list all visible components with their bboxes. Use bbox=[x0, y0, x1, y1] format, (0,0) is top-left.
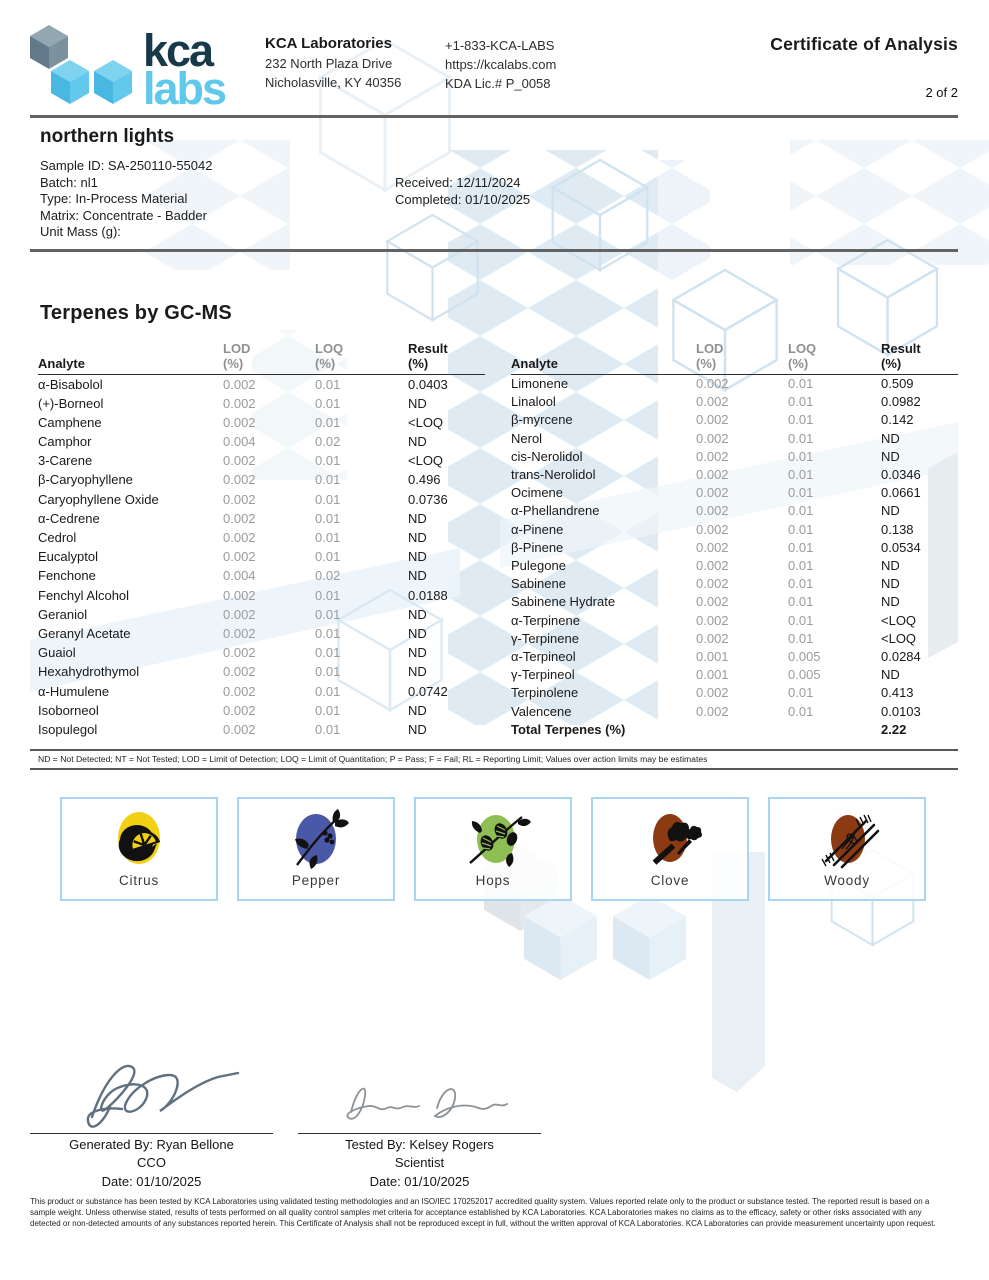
analyte-cell: α-Terpinene bbox=[511, 612, 580, 628]
analyte-cell: Caryophyllene Oxide bbox=[38, 491, 159, 507]
sample-id: Sample ID: SA-250110-55042 bbox=[40, 158, 213, 173]
badge-label: Hops bbox=[475, 872, 511, 888]
lod-cell: 0.002 bbox=[696, 394, 729, 410]
analyte-cell: γ-Terpinene bbox=[511, 630, 579, 646]
analyte-header: Analyte bbox=[511, 341, 696, 375]
loq-cell: 0.01 bbox=[788, 503, 814, 519]
lod-cell: 0.001 bbox=[696, 649, 729, 665]
result-cell: ND bbox=[408, 702, 427, 718]
table-row bbox=[511, 648, 958, 666]
lod-cell: 0.004 bbox=[223, 434, 256, 450]
lod-cell: 0.002 bbox=[696, 485, 729, 501]
loq-cell: 0.01 bbox=[315, 376, 341, 392]
analyte-cell: α-Phellandrene bbox=[511, 503, 600, 519]
lod-cell: 0.002 bbox=[223, 453, 256, 469]
lod-cell: 0.001 bbox=[696, 667, 729, 683]
lod-cell: 0.002 bbox=[696, 703, 729, 719]
analyte-cell: Terpinolene bbox=[511, 685, 579, 701]
table-row bbox=[38, 490, 485, 509]
result-header: Result (%) bbox=[881, 341, 958, 375]
loq-cell: 0.01 bbox=[315, 664, 341, 680]
logo-cube-blue-left bbox=[51, 60, 89, 104]
analyte-cell: α-Cedrene bbox=[38, 510, 100, 526]
sample-type: Type: In-Process Material bbox=[40, 191, 188, 206]
result-cell: ND bbox=[408, 645, 427, 661]
loq-cell: 0.005 bbox=[788, 667, 821, 683]
badge-label: Citrus bbox=[118, 872, 160, 888]
lod-cell: 0.002 bbox=[696, 685, 729, 701]
result-cell: ND bbox=[408, 722, 427, 738]
lod-cell: 0.004 bbox=[223, 568, 256, 584]
table-row bbox=[38, 624, 485, 643]
pepper-icon bbox=[277, 809, 355, 871]
analyte-cell: β-myrcene bbox=[511, 412, 573, 428]
lod-cell: 0.002 bbox=[223, 472, 256, 488]
lod-cell: 0.002 bbox=[223, 587, 256, 603]
badge-woody bbox=[768, 797, 926, 901]
table-row bbox=[38, 394, 485, 413]
table-row bbox=[511, 375, 958, 394]
analyte-cell: Isoborneol bbox=[38, 702, 99, 718]
table-row bbox=[38, 413, 485, 432]
result-cell: <LOQ bbox=[408, 453, 444, 469]
result-cell: ND bbox=[408, 568, 427, 584]
lod-cell: 0.002 bbox=[223, 510, 256, 526]
lod-cell: 0.002 bbox=[223, 606, 256, 622]
table-header-row bbox=[511, 341, 958, 375]
sample-completed: Completed: 01/10/2025 bbox=[395, 191, 531, 207]
loq-cell: 0.01 bbox=[788, 430, 814, 446]
total-terpenes-label: Total Terpenes (%) bbox=[511, 722, 626, 738]
table-row bbox=[511, 466, 958, 484]
lod-cell: 0.002 bbox=[223, 645, 256, 661]
result-cell: ND bbox=[408, 510, 427, 526]
loq-cell: 0.01 bbox=[315, 722, 341, 738]
header bbox=[30, 20, 958, 108]
citrus-icon bbox=[100, 809, 178, 871]
signature-line bbox=[298, 1133, 541, 1134]
loq-cell: 0.01 bbox=[315, 530, 341, 546]
loq-header: LOQ (%) bbox=[315, 341, 408, 375]
wood-icon bbox=[808, 809, 886, 871]
lod-cell: 0.002 bbox=[223, 414, 256, 430]
analyte-cell: Cedrol bbox=[38, 530, 77, 546]
result-cell: ND bbox=[881, 558, 900, 574]
result-cell: ND bbox=[408, 625, 427, 641]
loq-cell: 0.01 bbox=[315, 587, 341, 603]
section-title: Terpenes by GC-MS bbox=[40, 302, 232, 324]
analyte-cell: Valencene bbox=[511, 703, 572, 719]
lod-cell: 0.002 bbox=[696, 376, 729, 391]
signature-section bbox=[30, 1049, 958, 1190]
lod-cell: 0.002 bbox=[696, 630, 729, 646]
loq-cell: 0.005 bbox=[788, 649, 821, 665]
loq-cell: 0.01 bbox=[788, 594, 814, 610]
abbreviation-footnote: ND = Not Detected; NT = Not Tested; LOD = Limit of Detection; LOQ = Limit of Quantitation; P = Pass; F = Fail; RL = Reporting Limit; Values over action limits may be estimates bbox=[38, 753, 708, 764]
lod-header: LOD (%) bbox=[696, 341, 788, 375]
sample-name: northern lights bbox=[40, 126, 175, 147]
loq-cell: 0.01 bbox=[788, 467, 814, 483]
loq-cell: 0.01 bbox=[315, 472, 341, 488]
terpene-tables bbox=[38, 341, 958, 740]
sample-unit-mass: Unit Mass (g): bbox=[40, 224, 121, 239]
lod-cell: 0.002 bbox=[696, 412, 729, 428]
badge-label: Clove bbox=[650, 872, 690, 888]
table-row bbox=[511, 539, 958, 557]
table-row bbox=[511, 448, 958, 466]
analyte-cell: β-Caryophyllene bbox=[38, 472, 133, 488]
loq-cell: 0.01 bbox=[315, 510, 341, 526]
analyte-cell: α-Humulene bbox=[38, 683, 110, 699]
badge-citrus bbox=[60, 797, 218, 901]
lod-cell: 0.002 bbox=[696, 521, 729, 537]
loq-header: LOQ (%) bbox=[788, 341, 881, 375]
page-indicator: 2 of 2 bbox=[925, 85, 958, 100]
svg-text:labs: labs bbox=[143, 63, 226, 108]
result-cell: <LOQ bbox=[881, 630, 917, 646]
analyte-cell: trans-Nerolidol bbox=[511, 467, 596, 483]
lab-address-line2: Nicholasville, KY 40356 bbox=[265, 75, 402, 90]
analyte-cell: Isopulegol bbox=[38, 722, 98, 738]
lab-contact-block bbox=[445, 20, 556, 93]
lod-cell: 0.002 bbox=[223, 683, 256, 699]
analyte-cell: Geranyl Acetate bbox=[38, 625, 131, 641]
analyte-cell: Ocimene bbox=[511, 485, 564, 501]
sample-received: Received: 12/11/2024 bbox=[395, 175, 521, 190]
result-cell: 0.413 bbox=[881, 685, 914, 701]
total-terpenes-value: 2.22 bbox=[881, 722, 907, 738]
lod-cell: 0.002 bbox=[223, 664, 256, 680]
result-cell: ND bbox=[408, 434, 427, 450]
sample-batch: Batch: nl1 bbox=[40, 174, 98, 190]
result-cell: 0.0284 bbox=[881, 649, 921, 665]
lod-cell: 0.002 bbox=[696, 467, 729, 483]
table-row bbox=[38, 375, 485, 395]
result-cell: 0.0534 bbox=[881, 539, 921, 555]
hops-icon bbox=[454, 809, 532, 871]
lod-cell: 0.002 bbox=[696, 430, 729, 446]
badge-label: Woody bbox=[824, 872, 870, 888]
analyte-cell: Camphene bbox=[38, 414, 102, 430]
result-cell: ND bbox=[408, 664, 427, 680]
tested-by-title: Scientist bbox=[394, 1155, 445, 1171]
lab-website: https://kcalabs.com bbox=[445, 57, 557, 72]
analyte-cell: Pulegone bbox=[511, 558, 566, 574]
lab-address-block bbox=[265, 20, 425, 92]
lod-cell: 0.002 bbox=[223, 549, 256, 565]
result-cell: 0.0103 bbox=[881, 703, 921, 719]
legal-disclaimer: This product or substance has been tested by KCA Laboratories using validated testing methodologies and an ISO/IEC 170252017 accredited quality system. Values reported relate only to the product or substance tested. The reported result is based on a sample weight. Unless otherwise stated, results of tests performed on all quality control samples met criteria for acceptance established by KCA Laboratories. KCA Laboratories makes no claims as to the efficacy, safety or other risks associated with any detected or non-detected amounts of any substances reported herein. This Certificate of Analysis shall not be reproduced except in full, without the written approval of KCA Laboratories. KCA Laboratories can provide measurement uncertainty upon request. bbox=[30, 1197, 936, 1228]
lod-header: LOD (%) bbox=[223, 341, 315, 375]
loq-cell: 0.01 bbox=[788, 448, 814, 464]
result-cell: ND bbox=[408, 395, 427, 411]
table-row bbox=[38, 471, 485, 490]
analyte-cell: Fenchone bbox=[38, 568, 96, 584]
terpene-table-right bbox=[511, 341, 958, 740]
loq-cell: 0.01 bbox=[788, 485, 814, 501]
result-cell: ND bbox=[408, 606, 427, 622]
logo-cube-blue-right bbox=[94, 60, 132, 104]
result-cell: 0.0403 bbox=[408, 376, 448, 392]
table-row bbox=[38, 663, 485, 682]
lod-cell: 0.002 bbox=[223, 722, 256, 738]
kca-labs-logo bbox=[25, 20, 237, 108]
table-row bbox=[511, 484, 958, 502]
table-row bbox=[38, 720, 485, 739]
result-cell: 0.142 bbox=[881, 412, 914, 428]
lod-cell: 0.002 bbox=[696, 558, 729, 574]
analyte-cell: Guaiol bbox=[38, 645, 76, 661]
clove-icon bbox=[631, 809, 709, 871]
table-row bbox=[511, 502, 958, 520]
signature-line bbox=[30, 1133, 273, 1134]
table-row bbox=[38, 605, 485, 624]
table-row bbox=[511, 521, 958, 539]
loq-cell: 0.01 bbox=[315, 702, 341, 718]
badge-hops bbox=[414, 797, 572, 901]
analyte-header: Analyte bbox=[38, 341, 223, 375]
sample-dates bbox=[395, 175, 530, 208]
analyte-cell: Geraniol bbox=[38, 606, 88, 622]
result-header: Result (%) bbox=[408, 341, 485, 375]
loq-cell: 0.01 bbox=[315, 549, 341, 565]
table-row bbox=[511, 630, 958, 648]
analyte-cell: β-Pinene bbox=[511, 539, 564, 555]
loq-cell: 0.01 bbox=[788, 521, 814, 537]
loq-cell: 0.01 bbox=[315, 491, 341, 507]
loq-cell: 0.01 bbox=[315, 625, 341, 641]
table-row bbox=[38, 452, 485, 471]
document-title: Certificate of Analysis bbox=[770, 34, 958, 54]
loq-cell: 0.01 bbox=[788, 558, 814, 574]
tested-by-block bbox=[298, 1049, 541, 1190]
loq-cell: 0.02 bbox=[315, 568, 341, 584]
table-row bbox=[38, 586, 485, 605]
sample-info bbox=[40, 158, 958, 242]
result-cell: ND bbox=[881, 576, 900, 592]
tested-by-name: Tested By: Kelsey Rogers bbox=[345, 1136, 494, 1152]
analyte-cell: γ-Terpineol bbox=[511, 667, 575, 683]
analyte-cell: α-Terpineol bbox=[511, 649, 576, 665]
result-cell: <LOQ bbox=[881, 612, 917, 628]
result-cell: ND bbox=[881, 594, 900, 610]
lod-cell: 0.002 bbox=[223, 491, 256, 507]
loq-cell: 0.01 bbox=[788, 685, 814, 701]
table-row bbox=[511, 557, 958, 575]
table-header-row bbox=[38, 341, 485, 375]
loq-cell: 0.01 bbox=[788, 576, 814, 592]
table-row bbox=[511, 703, 958, 721]
result-cell: ND bbox=[881, 667, 900, 683]
result-cell: ND bbox=[408, 549, 427, 565]
result-cell: 0.496 bbox=[408, 472, 441, 488]
header-divider bbox=[30, 115, 958, 118]
table-row bbox=[511, 430, 958, 448]
table-row bbox=[38, 548, 485, 567]
loq-cell: 0.01 bbox=[788, 539, 814, 555]
loq-cell: 0.01 bbox=[315, 414, 341, 430]
svg-text:kca: kca bbox=[143, 25, 213, 76]
loq-cell: 0.01 bbox=[788, 412, 814, 428]
analyte-cell: (+)-Borneol bbox=[38, 395, 104, 411]
table-row bbox=[38, 701, 485, 720]
sample-matrix: Matrix: Concentrate - Badder bbox=[40, 207, 207, 223]
analyte-cell: Camphor bbox=[38, 434, 92, 450]
result-cell: ND bbox=[881, 448, 900, 464]
lod-cell: 0.002 bbox=[223, 530, 256, 546]
result-cell: 0.0188 bbox=[408, 587, 448, 603]
total-terpenes-row bbox=[511, 721, 958, 740]
lod-cell: 0.002 bbox=[696, 612, 729, 628]
lod-cell: 0.002 bbox=[223, 395, 256, 411]
analyte-cell: Eucalyptol bbox=[38, 549, 98, 565]
lod-cell: 0.002 bbox=[696, 448, 729, 464]
header-right bbox=[770, 20, 958, 100]
loq-cell: 0.01 bbox=[315, 453, 341, 469]
result-cell: ND bbox=[881, 503, 900, 519]
analyte-cell: Linalool bbox=[511, 394, 556, 410]
analyte-cell: Limonene bbox=[511, 376, 569, 391]
analyte-cell: cis-Nerolidol bbox=[511, 448, 583, 464]
lod-cell: 0.002 bbox=[696, 503, 729, 519]
lod-cell: 0.002 bbox=[223, 625, 256, 641]
analyte-cell: Fenchyl Alcohol bbox=[38, 587, 130, 603]
loq-cell: 0.02 bbox=[315, 434, 341, 450]
table-row bbox=[511, 666, 958, 684]
table-row bbox=[38, 433, 485, 452]
result-cell: ND bbox=[408, 530, 427, 546]
footnote-divider-top bbox=[30, 749, 958, 751]
loq-cell: 0.01 bbox=[788, 612, 814, 628]
analyte-cell: Sabinene Hydrate bbox=[511, 594, 616, 610]
analyte-cell: 3-Carene bbox=[38, 453, 93, 469]
badge-clove bbox=[591, 797, 749, 901]
badge-pepper bbox=[237, 797, 395, 901]
table-row bbox=[511, 684, 958, 702]
generated-by-signature bbox=[30, 1049, 273, 1131]
table-row bbox=[38, 529, 485, 548]
terpene-table-left bbox=[38, 341, 485, 740]
tested-by-date: Date: 01/10/2025 bbox=[369, 1173, 470, 1189]
tested-by-signature bbox=[298, 1049, 541, 1131]
loq-cell: 0.01 bbox=[315, 645, 341, 661]
lod-cell: 0.002 bbox=[696, 576, 729, 592]
aroma-badges bbox=[60, 797, 958, 901]
loq-cell: 0.01 bbox=[315, 683, 341, 699]
loq-cell: 0.01 bbox=[788, 376, 814, 391]
badge-label: Pepper bbox=[291, 872, 341, 888]
table-row bbox=[38, 509, 485, 528]
loq-cell: 0.01 bbox=[788, 394, 814, 410]
sample-divider bbox=[30, 249, 958, 252]
table-row bbox=[511, 612, 958, 630]
table-row bbox=[511, 393, 958, 411]
result-cell: 0.0346 bbox=[881, 467, 921, 483]
loq-cell: 0.01 bbox=[315, 606, 341, 622]
result-cell: 0.0982 bbox=[881, 394, 921, 410]
analyte-cell: Sabinene bbox=[511, 576, 566, 592]
lab-phone: +1-833-KCA-LABS bbox=[445, 38, 555, 53]
lod-cell: 0.002 bbox=[696, 594, 729, 610]
result-cell: <LOQ bbox=[408, 414, 444, 430]
table-row bbox=[38, 644, 485, 663]
table-row bbox=[511, 411, 958, 429]
loq-cell: 0.01 bbox=[788, 703, 814, 719]
lab-name: KCA Laboratories bbox=[265, 35, 392, 52]
loq-cell: 0.01 bbox=[315, 395, 341, 411]
analyte-cell: α-Pinene bbox=[511, 521, 564, 537]
lab-license: KDA Lic.# P_0058 bbox=[445, 76, 551, 91]
table-row bbox=[511, 575, 958, 593]
table-row bbox=[511, 593, 958, 611]
lod-cell: 0.002 bbox=[223, 376, 256, 392]
table-row bbox=[38, 567, 485, 586]
table-row bbox=[38, 682, 485, 701]
loq-cell: 0.01 bbox=[788, 630, 814, 646]
analyte-cell: α-Bisabolol bbox=[38, 376, 103, 392]
footnote-divider-bottom bbox=[30, 768, 958, 770]
analyte-cell: Hexahydrothymol bbox=[38, 664, 140, 680]
generated-by-name: Generated By: Ryan Bellone bbox=[69, 1136, 234, 1152]
lod-cell: 0.002 bbox=[223, 702, 256, 718]
generated-by-block bbox=[30, 1049, 273, 1190]
result-cell: 0.0742 bbox=[408, 683, 448, 699]
result-cell: 0.509 bbox=[881, 376, 914, 391]
generated-by-date: Date: 01/10/2025 bbox=[101, 1173, 202, 1189]
analyte-cell: Nerol bbox=[511, 430, 543, 446]
lab-address-line1: 232 North Plaza Drive bbox=[265, 56, 393, 71]
generated-by-title: CCO bbox=[137, 1155, 166, 1171]
lod-cell: 0.002 bbox=[696, 539, 729, 555]
result-cell: ND bbox=[881, 430, 900, 446]
result-cell: 0.0661 bbox=[881, 485, 921, 501]
logo-cube-gray bbox=[30, 25, 68, 69]
result-cell: 0.0736 bbox=[408, 491, 448, 507]
result-cell: 0.138 bbox=[881, 521, 914, 537]
